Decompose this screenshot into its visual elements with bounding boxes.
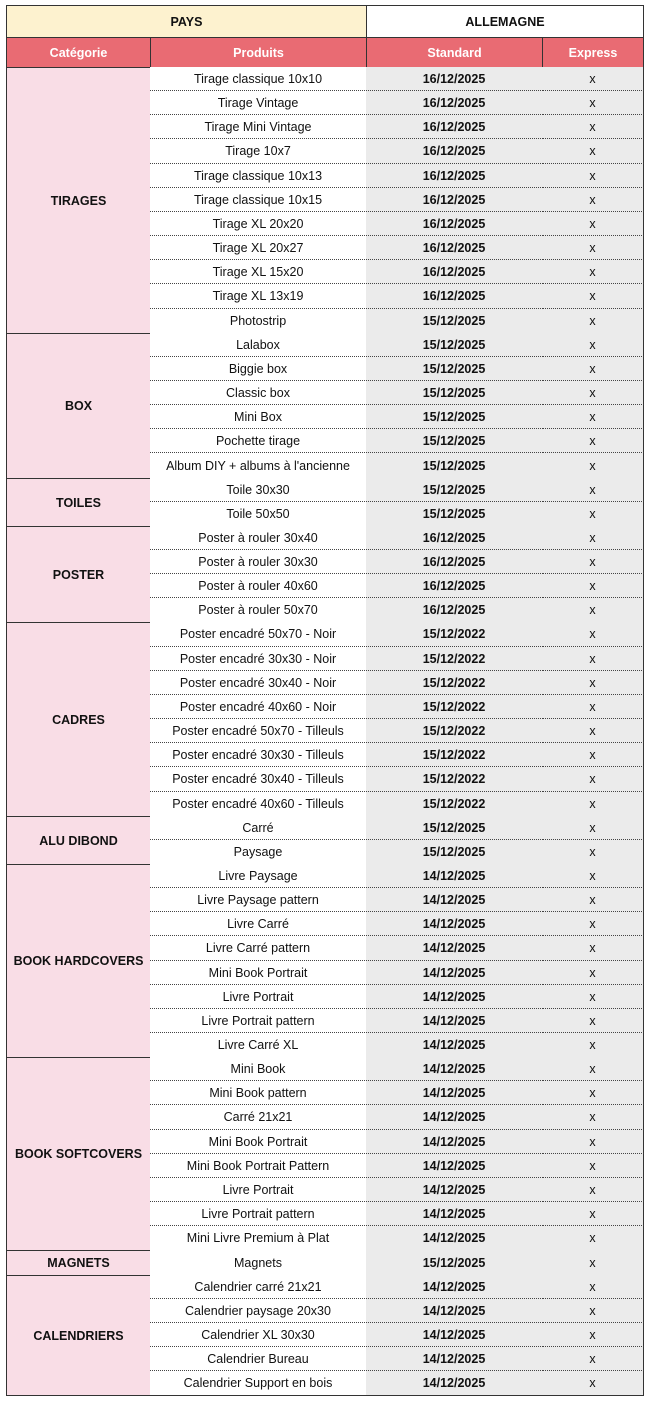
express-cell: x: [542, 453, 644, 479]
express-cell: x: [542, 622, 644, 647]
standard-date-cell: 15/12/2022: [366, 695, 543, 719]
product-cell: Carré 21x21: [150, 1105, 367, 1130]
standard-date-cell: 15/12/2025: [366, 429, 543, 453]
standard-date-cell: 16/12/2025: [366, 574, 543, 598]
standard-date-cell: 15/12/2025: [366, 478, 543, 502]
express-cell: x: [542, 792, 644, 817]
express-cell: x: [542, 1154, 644, 1178]
express-cell: x: [542, 1323, 644, 1347]
product-cell: Toile 50x50: [150, 502, 367, 527]
express-cell: x: [542, 1178, 644, 1202]
express-cell: x: [542, 936, 644, 961]
standard-date-cell: 14/12/2025: [366, 1371, 543, 1396]
product-cell: Livre Carré XL: [150, 1033, 367, 1058]
products-column-header: Produits: [150, 37, 367, 68]
standard-date-cell: 14/12/2025: [366, 1105, 543, 1130]
standard-date-cell: 16/12/2025: [366, 526, 543, 550]
express-cell: x: [542, 1130, 644, 1154]
express-cell: x: [542, 67, 644, 91]
product-cell: Poster encadré 30x30 - Tilleuls: [150, 743, 367, 767]
express-cell: x: [542, 719, 644, 743]
product-cell: Magnets: [150, 1250, 367, 1276]
category-cell: CADRES: [6, 622, 151, 817]
standard-date-cell: 15/12/2022: [366, 647, 543, 671]
standard-date-cell: 15/12/2025: [366, 816, 543, 840]
product-cell: Livre Portrait pattern: [150, 1009, 367, 1033]
express-cell: x: [542, 743, 644, 767]
standard-date-cell: 15/12/2022: [366, 767, 543, 792]
express-cell: x: [542, 1081, 644, 1105]
express-cell: x: [542, 1250, 644, 1276]
product-cell: Livre Carré pattern: [150, 936, 367, 961]
standard-date-cell: 14/12/2025: [366, 1081, 543, 1105]
category-cell: MAGNETS: [6, 1250, 151, 1276]
product-cell: Poster à rouler 30x40: [150, 526, 367, 550]
product-cell: Poster encadré 50x70 - Noir: [150, 622, 367, 647]
product-cell: Calendrier carré 21x21: [150, 1275, 367, 1299]
standard-date-cell: 15/12/2025: [366, 502, 543, 527]
express-cell: x: [542, 816, 644, 840]
standard-date-cell: 14/12/2025: [366, 1130, 543, 1154]
product-cell: Classic box: [150, 381, 367, 405]
product-cell: Poster à rouler 30x30: [150, 550, 367, 574]
express-cell: x: [542, 767, 644, 792]
express-cell: x: [542, 1371, 644, 1396]
standard-date-cell: 14/12/2025: [366, 936, 543, 961]
product-cell: Mini Book pattern: [150, 1081, 367, 1105]
category-cell: TIRAGES: [6, 67, 151, 334]
express-cell: x: [542, 115, 644, 139]
express-column-header: Express: [542, 37, 644, 68]
category-cell: BOOK SOFTCOVERS: [6, 1057, 151, 1251]
standard-date-cell: 14/12/2025: [366, 1275, 543, 1299]
product-cell: Poster encadré 30x40 - Tilleuls: [150, 767, 367, 792]
category-cell: CALENDRIERS: [6, 1275, 151, 1396]
product-cell: Tirage 10x7: [150, 139, 367, 164]
product-cell: Lalabox: [150, 333, 367, 357]
product-cell: Tirage Vintage: [150, 91, 367, 115]
express-cell: x: [542, 526, 644, 550]
category-cell: BOOK HARDCOVERS: [6, 864, 151, 1058]
express-cell: x: [542, 647, 644, 671]
express-cell: x: [542, 139, 644, 164]
category-cell: BOX: [6, 333, 151, 479]
express-cell: x: [542, 1226, 644, 1251]
product-cell: Mini Book: [150, 1057, 367, 1081]
express-cell: x: [542, 357, 644, 381]
category-column-header: Catégorie: [6, 37, 151, 68]
product-cell: Livre Carré: [150, 912, 367, 936]
product-cell: Tirage classique 10x10: [150, 67, 367, 91]
express-cell: x: [542, 985, 644, 1009]
product-cell: Tirage XL 20x27: [150, 236, 367, 260]
standard-date-cell: 15/12/2025: [366, 453, 543, 479]
product-cell: Livre Paysage pattern: [150, 888, 367, 912]
standard-date-cell: 15/12/2025: [366, 405, 543, 429]
product-cell: Paysage: [150, 840, 367, 865]
standard-date-cell: 14/12/2025: [366, 1057, 543, 1081]
product-cell: Mini Book Portrait: [150, 1130, 367, 1154]
product-cell: Toile 30x30: [150, 478, 367, 502]
express-cell: x: [542, 429, 644, 453]
standard-date-cell: 15/12/2025: [366, 309, 543, 334]
standard-date-cell: 14/12/2025: [366, 1009, 543, 1033]
standard-date-cell: 16/12/2025: [366, 91, 543, 115]
standard-date-cell: 14/12/2025: [366, 1154, 543, 1178]
express-cell: x: [542, 888, 644, 912]
express-cell: x: [542, 1105, 644, 1130]
express-cell: x: [542, 695, 644, 719]
express-cell: x: [542, 1009, 644, 1033]
product-cell: Mini Book Portrait Pattern: [150, 1154, 367, 1178]
express-cell: x: [542, 961, 644, 985]
standard-date-cell: 16/12/2025: [366, 164, 543, 188]
product-cell: Pochette tirage: [150, 429, 367, 453]
express-cell: x: [542, 598, 644, 623]
product-cell: Livre Portrait pattern: [150, 1202, 367, 1226]
product-cell: Photostrip: [150, 309, 367, 334]
standard-date-cell: 14/12/2025: [366, 1226, 543, 1251]
express-cell: x: [542, 550, 644, 574]
country-header: ALLEMAGNE: [366, 5, 644, 38]
standard-date-cell: 15/12/2025: [366, 357, 543, 381]
express-cell: x: [542, 1347, 644, 1371]
product-cell: Tirage XL 15x20: [150, 260, 367, 284]
standard-date-cell: 14/12/2025: [366, 1299, 543, 1323]
express-cell: x: [542, 671, 644, 695]
product-cell: Livre Portrait: [150, 985, 367, 1009]
product-cell: Calendrier XL 30x30: [150, 1323, 367, 1347]
product-cell: Tirage XL 13x19: [150, 284, 367, 309]
standard-date-cell: 15/12/2022: [366, 622, 543, 647]
standard-column-header: Standard: [366, 37, 543, 68]
product-cell: Poster encadré 30x40 - Noir: [150, 671, 367, 695]
standard-date-cell: 16/12/2025: [366, 236, 543, 260]
express-cell: x: [542, 333, 644, 357]
product-cell: Poster encadré 50x70 - Tilleuls: [150, 719, 367, 743]
standard-date-cell: 16/12/2025: [366, 212, 543, 236]
product-cell: Calendrier paysage 20x30: [150, 1299, 367, 1323]
product-cell: Tirage XL 20x20: [150, 212, 367, 236]
standard-date-cell: 14/12/2025: [366, 985, 543, 1009]
express-cell: x: [542, 840, 644, 865]
standard-date-cell: 14/12/2025: [366, 864, 543, 888]
standard-date-cell: 16/12/2025: [366, 115, 543, 139]
express-cell: x: [542, 405, 644, 429]
express-cell: x: [542, 164, 644, 188]
express-cell: x: [542, 1299, 644, 1323]
standard-date-cell: 15/12/2022: [366, 719, 543, 743]
standard-date-cell: 16/12/2025: [366, 188, 543, 212]
standard-date-cell: 16/12/2025: [366, 139, 543, 164]
standard-date-cell: 14/12/2025: [366, 1033, 543, 1058]
standard-date-cell: 14/12/2025: [366, 888, 543, 912]
standard-date-cell: 14/12/2025: [366, 1202, 543, 1226]
product-cell: Livre Paysage: [150, 864, 367, 888]
product-cell: Tirage classique 10x13: [150, 164, 367, 188]
standard-date-cell: 16/12/2025: [366, 284, 543, 309]
product-cell: Mini Livre Premium à Plat: [150, 1226, 367, 1251]
product-cell: Calendrier Bureau: [150, 1347, 367, 1371]
standard-date-cell: 15/12/2025: [366, 840, 543, 865]
express-cell: x: [542, 381, 644, 405]
express-cell: x: [542, 574, 644, 598]
standard-date-cell: 14/12/2025: [366, 1347, 543, 1371]
pays-header: PAYS: [6, 5, 367, 38]
standard-date-cell: 15/12/2025: [366, 333, 543, 357]
standard-date-cell: 14/12/2025: [366, 961, 543, 985]
standard-date-cell: 14/12/2025: [366, 1323, 543, 1347]
category-cell: POSTER: [6, 526, 151, 623]
standard-date-cell: 16/12/2025: [366, 260, 543, 284]
product-cell: Tirage Mini Vintage: [150, 115, 367, 139]
express-cell: x: [542, 912, 644, 936]
express-cell: x: [542, 1057, 644, 1081]
product-cell: Poster à rouler 40x60: [150, 574, 367, 598]
standard-date-cell: 14/12/2025: [366, 912, 543, 936]
express-cell: x: [542, 309, 644, 334]
express-cell: x: [542, 260, 644, 284]
product-cell: Poster encadré 30x30 - Noir: [150, 647, 367, 671]
express-cell: x: [542, 284, 644, 309]
express-cell: x: [542, 91, 644, 115]
product-cell: Livre Portrait: [150, 1178, 367, 1202]
standard-date-cell: 14/12/2025: [366, 1178, 543, 1202]
product-cell: Tirage classique 10x15: [150, 188, 367, 212]
product-cell: Mini Book Portrait: [150, 961, 367, 985]
category-cell: TOILES: [6, 478, 151, 527]
express-cell: x: [542, 502, 644, 527]
express-cell: x: [542, 1202, 644, 1226]
standard-date-cell: 15/12/2022: [366, 743, 543, 767]
express-cell: x: [542, 188, 644, 212]
standard-date-cell: 16/12/2025: [366, 67, 543, 91]
express-cell: x: [542, 478, 644, 502]
product-cell: Album DIY + albums à l'ancienne: [150, 453, 367, 479]
product-cell: Poster encadré 40x60 - Noir: [150, 695, 367, 719]
express-cell: x: [542, 1275, 644, 1299]
express-cell: x: [542, 864, 644, 888]
standard-date-cell: 15/12/2025: [366, 1250, 543, 1276]
product-cell: Mini Box: [150, 405, 367, 429]
standard-date-cell: 16/12/2025: [366, 550, 543, 574]
express-cell: x: [542, 212, 644, 236]
standard-date-cell: 15/12/2022: [366, 792, 543, 817]
product-cell: Calendrier Support en bois: [150, 1371, 367, 1396]
product-cell: Poster à rouler 50x70: [150, 598, 367, 623]
product-cell: Carré: [150, 816, 367, 840]
standard-date-cell: 15/12/2025: [366, 381, 543, 405]
product-cell: Poster encadré 40x60 - Tilleuls: [150, 792, 367, 817]
express-cell: x: [542, 236, 644, 260]
product-cell: Biggie box: [150, 357, 367, 381]
category-cell: ALU DIBOND: [6, 816, 151, 865]
standard-date-cell: 15/12/2022: [366, 671, 543, 695]
express-cell: x: [542, 1033, 644, 1058]
standard-date-cell: 16/12/2025: [366, 598, 543, 623]
